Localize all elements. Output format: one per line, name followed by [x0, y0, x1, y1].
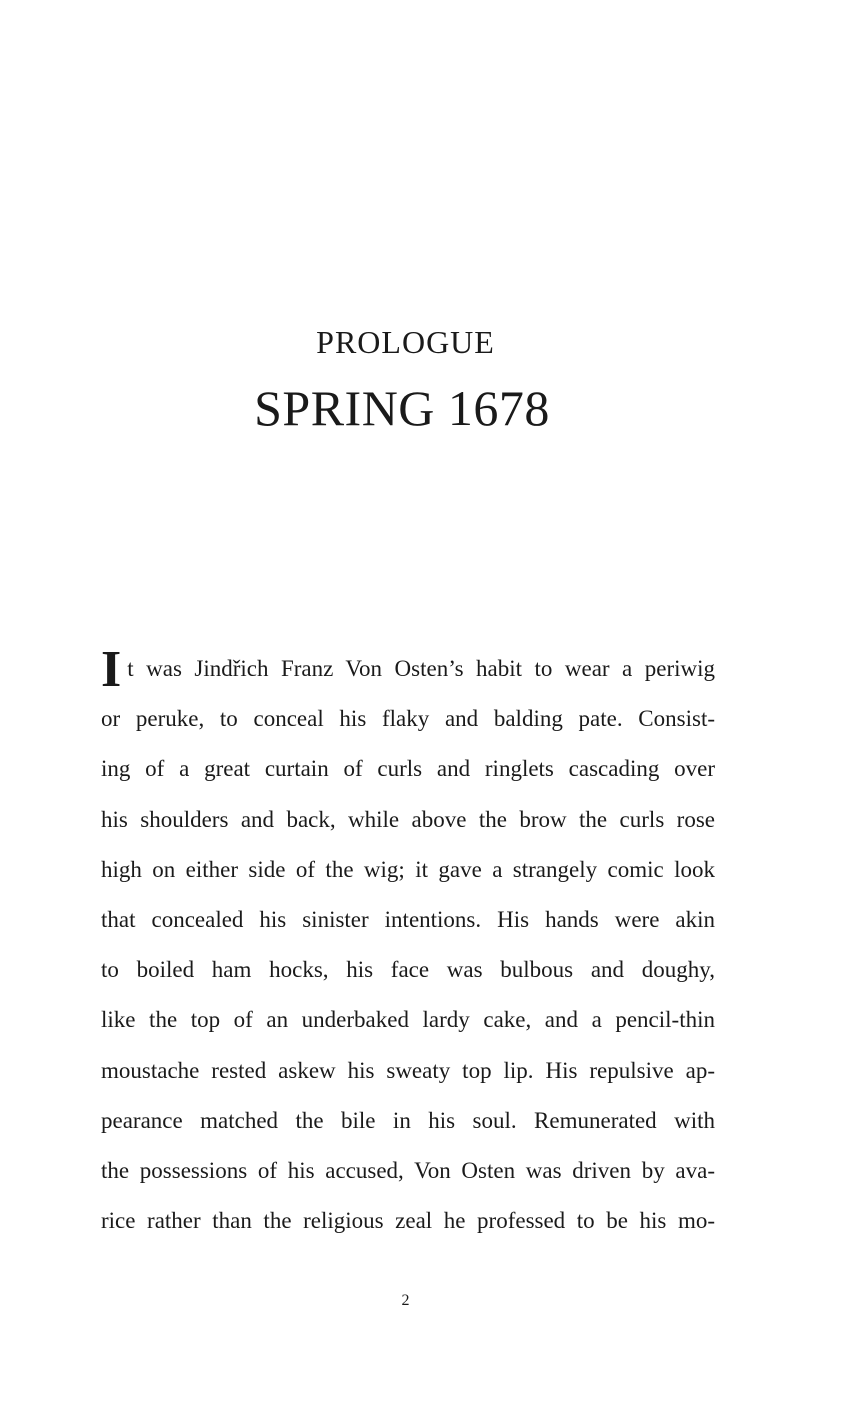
paragraph-line-1	[101, 641, 715, 698]
line-text: t was Jindřich Franz Von Osten’s habit to wear a periwig	[127, 656, 715, 681]
page-number: 2	[401, 1292, 410, 1309]
paragraph-line-10: pearance matched the bile in his soul. Remunerated with	[101, 1107, 715, 1133]
chapter-label: PROLOGUE	[316, 324, 495, 360]
paragraph-line-2: or peruke, to conceal his flaky and balding pate. Consist-	[101, 706, 715, 732]
paragraph-line-4: his shoulders and back, while above the brow the curls rose	[101, 806, 715, 832]
chapter-title: SPRING 1678	[254, 380, 550, 436]
paragraph-line-9: moustache rested askew his sweaty top lip. His repulsive ap-	[101, 1057, 715, 1083]
paragraph-line-12: rice rather than the religious zeal he professed to be his mo-	[101, 1208, 715, 1234]
body-paragraph	[101, 641, 715, 1246]
paragraph-line-5: high on either side of the wig; it gave a strangely comic look	[101, 856, 715, 882]
paragraph-line-11: the possessions of his accused, Von Osten was driven by ava-	[101, 1157, 715, 1183]
paragraph-line-6: that concealed his sinister intentions. His hands were akin	[101, 906, 715, 932]
paragraph-line-3: ing of a great curtain of curls and ringlets cascading over	[101, 756, 715, 782]
paragraph-line-7: to boiled ham hocks, his face was bulbous and doughy,	[101, 957, 715, 983]
drop-cap: I	[101, 641, 122, 698]
paragraph-line-8: like the top of an underbaked lardy cake, and a pencil-thin	[101, 1007, 715, 1033]
